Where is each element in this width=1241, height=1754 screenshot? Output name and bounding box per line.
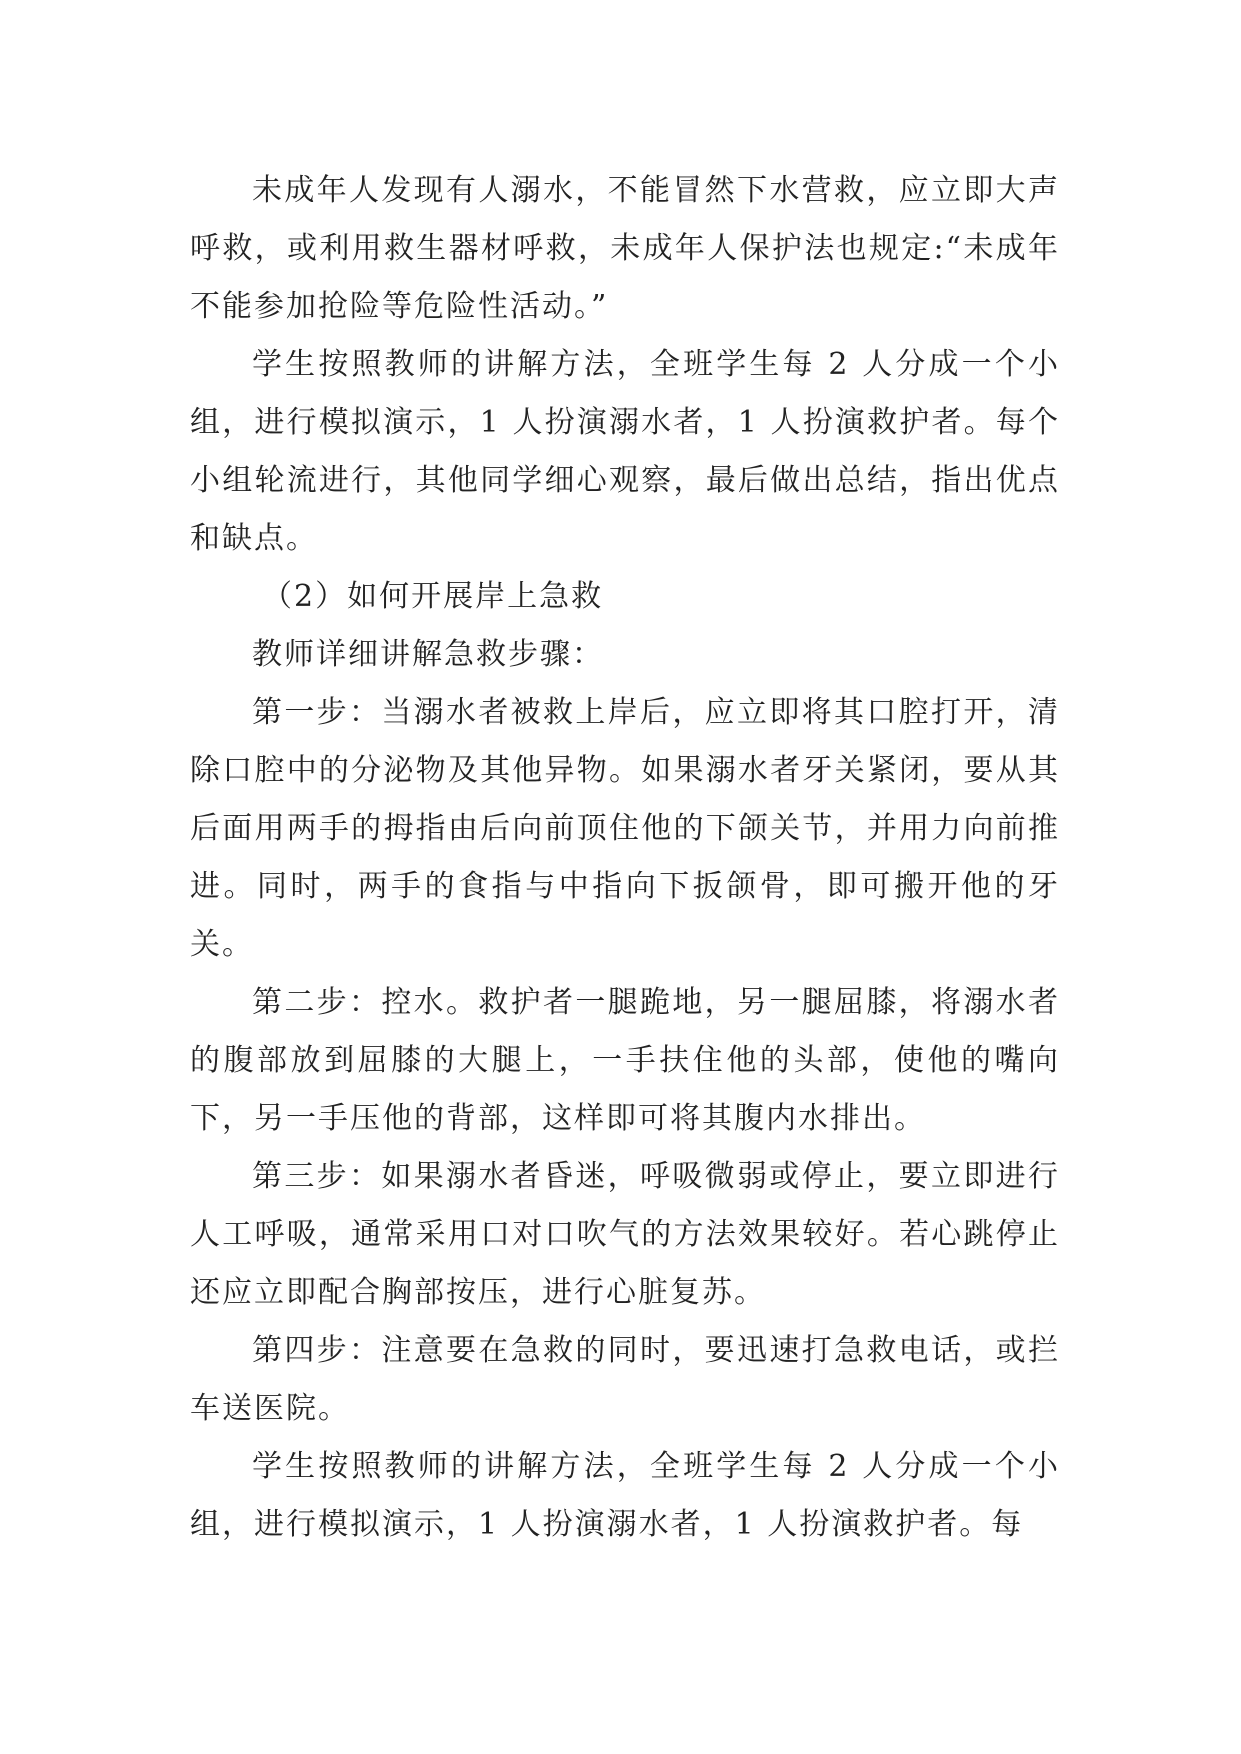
paragraph-closing: 学生按照教师的讲解方法，全班学生每 2 人分成一个小组，进行模拟演示，1 人扮演溺水者，1 人扮演救护者。每 (190, 1449, 1060, 1542)
step-1: 第一步：当溺水者被救上岸后，应立即将其口腔打开，清除口腔中的分泌物及其他异物。如果溺水者牙关紧闭，要从其后面用两手的拇指由后向前顶住他的下颌关节，并用力向前推进。同时，两手的食指与中指向下扳颌骨，即可搬开他的牙关。 (190, 695, 1060, 962)
step-4: 第四步：注意要在急救的同时，要迅速打急救电话，或拦车送医院。 (190, 1333, 1060, 1426)
document-body (190, 162, 1060, 1554)
paragraph-practice: 学生按照教师的讲解方法，全班学生每 2 人分成一个小组，进行模拟演示，1 人扮演溺水者，1 人扮演救护者。每个小组轮流进行，其他同学细心观察，最后做出总结，指出优点和缺点。 (190, 347, 1060, 556)
section-heading: （2）如何开展岸上急救 (262, 579, 604, 614)
paragraph-warning: 未成年人发现有人溺水，不能冒然下水营救，应立即大声呼救，或利用救生器材呼救，未成年人保护法也规定:“未成年不能参加抢险等危险性活动。” (190, 173, 1060, 324)
step-3: 第三步：如果溺水者昏迷，呼吸微弱或停止，要立即进行人工呼吸，通常采用口对口吹气的方法效果较好。若心跳停止还应立即配合胸部按压，进行心脏复苏。 (190, 1159, 1060, 1310)
step-2: 第二步：控水。救护者一腿跪地，另一腿屈膝，将溺水者的腹部放到屈膝的大腿上，一手扶住他的头部，使他的嘴向下，另一手压他的背部，这样即可将其腹内水排出。 (190, 985, 1060, 1136)
paragraph-intro: 教师详细讲解急救步骤： (252, 637, 604, 672)
